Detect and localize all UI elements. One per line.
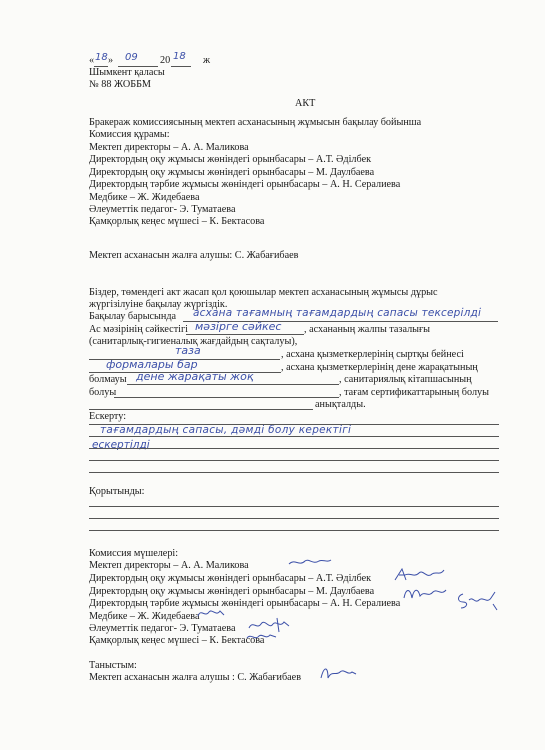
signature-zhidebaeva [195,606,227,620]
document-title: АКТ [295,98,316,109]
menu-underline [186,334,304,335]
conclusion-label: Қорытынды: [89,486,145,497]
conclusion-line [89,530,499,531]
commission-member: Медбике – Ж. Жидебаева [89,192,200,203]
signature-seralieva [455,588,499,614]
note-label: Ескерту: [89,411,127,422]
intro-line-2: жүргізілуіне бақылау жүргіздік. [89,299,228,310]
signatures-heading: Комиссия мүшелері: [89,548,179,559]
commission-member: Әлеуметтік педагог- Э. Туматаева [89,204,236,215]
commission-purpose: Бракераж комиссиясының мектеп асханасының жұмысын бақылау бойынша [89,117,422,128]
commission-member: Қамқорлық кеңес мүшесі – К. Бектасова [89,216,265,227]
commission-member: Директордың тәрбие жұмысы жөніндегі орынбасары – А. Н. Сералиева [89,179,401,190]
signature-member: Мектеп директоры – А. А. Маликова [89,560,249,571]
city: Шымкент қаласы [89,67,165,78]
signature-member: Директордың оқу жұмысы жөніндегі орынбасары – М. Даулбаева [89,586,375,597]
injury-handwritten: дене жарақаты жоқ [136,370,254,383]
menu-label: Ас мәзірінің сәйкестігі [89,324,188,335]
sanitary-label: (санитарлық-гигиеналық жағдайдың сақталуы), [89,336,298,347]
note-line [89,436,499,437]
identified-label: анықталды. [315,399,366,410]
date-close-quote: » [108,55,114,66]
signature-daulbaeva [400,584,450,602]
conclusion-line [89,518,499,519]
boluy-underline [114,397,339,398]
note-line [89,448,499,449]
signature-member: Медбике – Ж. Жидебаева [89,611,200,622]
acquainted-label: Таныстым: [89,660,137,671]
note-handwritten-1: тағамдардың сапасы, дәмді болу керектігі [100,424,352,436]
date-month: 09 [125,52,138,63]
signature-zhabagibaev [318,664,358,682]
date-year-underline [171,66,191,67]
identified-underline [89,409,313,410]
during-handwritten: асхана тағамның тағамдардың сапасы тексерілді [193,307,482,319]
cleanliness-label: , асхананың жалпы тазалығы [304,324,431,335]
date-year-suffix: 18 [173,51,186,62]
injury-underline [127,384,339,385]
intro-line-1: Біздер, төмендегі акт жасап қол қоюшылар мектеп асханасының жұмысы дұрыс [89,287,438,298]
commission-member: Мектеп директоры – А. А. Маликова [89,142,249,153]
appearance-label: , асхана қызметкерлерінің сыртқы бейнесі [281,349,464,360]
signature-member: Әлеуметтік педагог- Э. Туматаева [89,623,236,634]
during-label: Бақылау барысында [89,311,177,322]
conclusion-line [89,506,499,507]
signature-member: Директордың тәрбие жұмысы жөніндегі орынбасары – А. Н. Сералиева [89,598,401,609]
sanitary-book-label: , санитариялық кітапшасының [339,374,472,385]
note-line [89,460,499,461]
note-handwritten-2: ескертілді [92,439,150,451]
signature-adilbek [392,566,446,584]
school-number: № 88 ЖОББМ [89,79,151,90]
note-line [89,424,499,425]
boluy-label: болуы [89,387,117,398]
food-cert-label: , тағам сертификаттарының болуы [339,387,489,398]
date-suffix: ж [203,55,211,66]
menu-handwritten: мәзірге сәйкес [195,320,282,333]
date-day: 18 [95,52,108,63]
bolmauy-label: болмауы [89,374,127,385]
signature-malikova [287,555,333,569]
commission-member: Директордың оқу жұмысы жөніндегі орынбасары – А.Т. Әділбек [89,154,372,165]
date-year-prefix: 20 [160,55,171,66]
note-line [89,472,499,473]
signature-member: Директордың оқу жұмысы жөніндегі орынбасары – А.Т. Әділбек [89,573,372,584]
appearance-handwritten: формалары бар [106,358,198,371]
tenant-signature-line: Мектеп асханасын жалға алушы : С. Жабағибаев [89,672,302,683]
signature-member: Қамқорлық кеңес мүшесі – К. Бектасова [89,635,265,646]
commission-member: Директордың оқу жұмысы жөніндегі орынбасары – М. Даулбаева [89,167,375,178]
date-open-quote: « [89,55,95,66]
signature-bektasova [245,629,279,643]
commission-heading: Комиссия құрамы: [89,129,170,140]
clean-handwritten: таза [175,344,201,357]
tenant-line: Мектеп асханасын жалға алушы: С. Жабағибаев [89,250,299,261]
injury-label: , асхана қызметкерлерінің дене жарақатының [281,362,478,373]
